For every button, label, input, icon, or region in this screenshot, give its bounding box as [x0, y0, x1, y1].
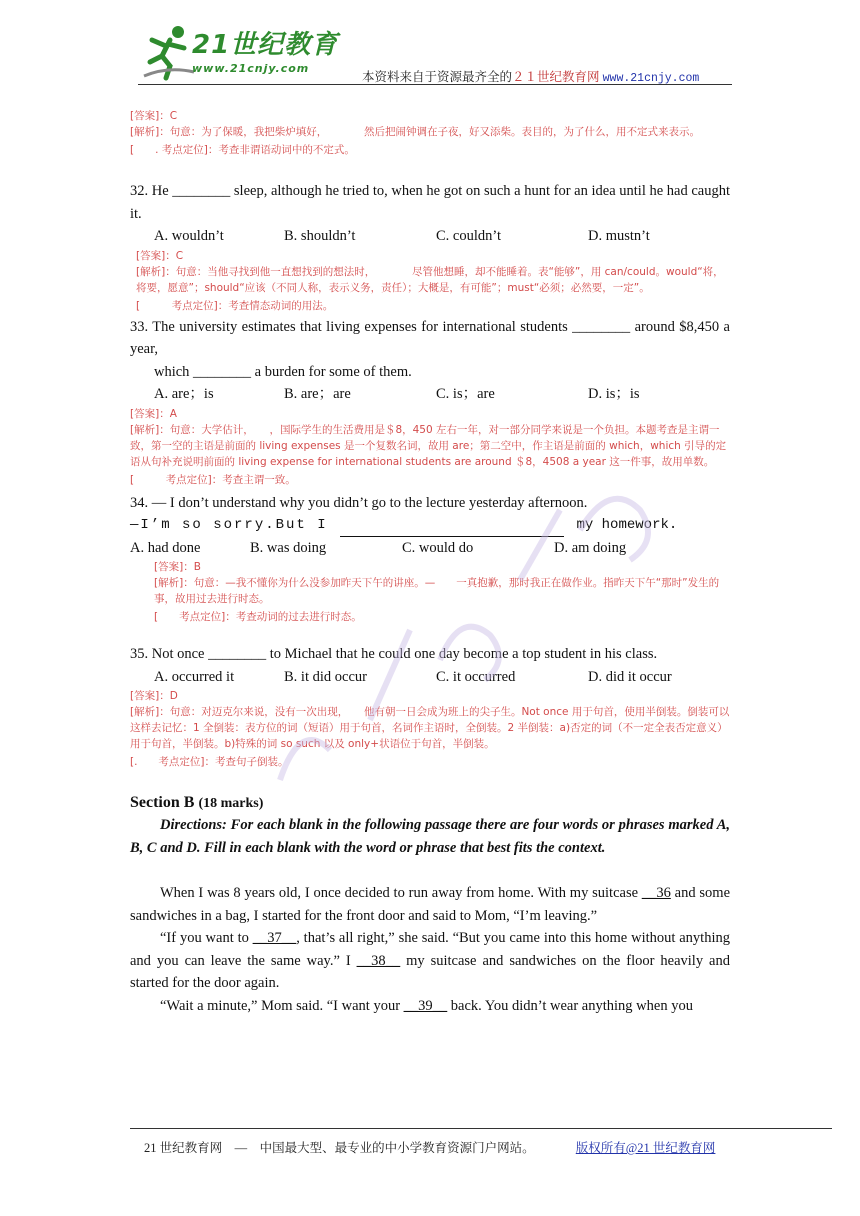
option-d: D. am doing	[554, 539, 627, 556]
logo-title: 21世纪教育	[192, 30, 339, 60]
point-line: [ 考点定位]：考查动词的过去进行时态。	[154, 611, 362, 623]
header-note	[362, 67, 699, 85]
analysis-text: [解析]：句意：—我不懂你为什么没参加昨天下午的讲座。— 一真抱歉，那时我正在做作业。指昨天下午“那时”发生的事，故用过去进行时态。	[154, 577, 720, 605]
main-content	[130, 100, 730, 1017]
answer-line: [答案]：D	[130, 690, 178, 702]
passage-text: “Wait a minute,” Mom said. “I want your	[160, 997, 404, 1014]
reply-blank	[340, 522, 564, 537]
section-title-text: Section B	[130, 794, 195, 811]
option-list	[130, 537, 730, 560]
analysis-text: [解析]：句意：当他寻找到他一直想找到的想法时， 尽管他想睡，却不能睡着。表“能够”，用 can/could。would“将，将要，愿意”；should“应该（不同人称，表示义务，责任）；大概是，有可能”；must“必须；必然要，一定”。	[136, 265, 724, 294]
section-b	[130, 794, 730, 1017]
passage-text: back. You didn’t wear anything when you	[447, 997, 693, 1014]
reply-start: —I’m so sorry.But I	[130, 517, 328, 533]
running-figure-logo-icon	[140, 22, 196, 82]
question-33	[130, 316, 730, 488]
header-note-url[interactable]: www.21cnjy.com	[602, 72, 700, 85]
blank-39[interactable]: __39__	[403, 997, 448, 1014]
passage-paragraph	[130, 927, 730, 995]
logo-url: www.21cnjy.com	[192, 62, 310, 75]
question-34	[130, 492, 730, 626]
option-c: C. is；are	[436, 386, 495, 402]
question-stem: 33. The university estimates that living expenses for international students ________ around $8,450 a year,	[130, 318, 730, 357]
header-note-prefix: 本资料来自于资源最齐全的	[362, 70, 513, 84]
option-d: D. is；is	[588, 386, 640, 402]
reply-line	[130, 514, 730, 537]
option-a: A. are；is	[154, 386, 214, 402]
question-stem: 32. He ________ sleep, although he tried to, when he got on such a hunt for an idea until he had caught it.	[130, 183, 730, 222]
section-directions: Directions: For each blank in the following passage there are four words or phrases marked A, B, C and D. Fill in each blank with the word or phrase that best fits the context.	[130, 817, 730, 856]
blank-37[interactable]: __37__	[252, 930, 297, 946]
answer-line: [答案]：B	[154, 561, 201, 573]
footer-divider	[130, 1128, 832, 1129]
option-c: C. would do	[402, 539, 474, 556]
analysis-text: [解析]：句意：大学估计， ，国际学生的生活费用是＄8，450 左右一年，对一部分同学来说是一个负担。本题考查是主谓一致，第一空的主语是前面的 living expenses 是一个复数名词，故用 are；第二空中，作主语是前面的 which，which 引导的定语从句补充说明前面的 living expense for international students are around ＄8，4508 a year 这一件事，故用单数。	[130, 423, 727, 468]
section-title	[130, 794, 730, 812]
header-note-highlight: ２１世纪教育网	[512, 70, 600, 84]
header-divider	[138, 84, 732, 85]
passage-paragraph	[130, 882, 730, 927]
option-b: B. are；are	[284, 386, 351, 402]
option-a: A. wouldn’t	[154, 228, 224, 244]
option-b: B. was doing	[250, 539, 327, 556]
answer-line: [答案]：A	[130, 407, 177, 420]
analysis-text: [解析]：句意：对迈克尔来说，没有一次出现， 他有朝一日会成为班上的尖子生。Not once 用于句首，使用半倒装。倒装可以这样去记忆：1 全倒装：表方位的词（短语）用于句首，名词作主语时，全倒装。2 半倒装：a)否定的词（不一定全表否定意义）用于句首，半倒装。b)特殊的词 so such 以及 only+状语位于句首，半倒装。	[130, 706, 730, 750]
page-footer	[144, 1138, 715, 1156]
option-c: C. it occurred	[436, 668, 516, 685]
passage-text: When I was 8 years old, I once decided to run away from home. With my suitcase	[160, 885, 642, 901]
q31-explanation	[130, 108, 730, 158]
reply-end: my homework.	[576, 517, 678, 533]
passage-text: , that’s all right,” she said. “But you came into this home without anything and you can leave the same way.” I	[130, 930, 730, 969]
section-marks: (18 marks)	[198, 796, 264, 811]
answer-line: [答案]：C	[130, 110, 178, 122]
site-logo[interactable]	[140, 22, 340, 82]
blank-36[interactable]: __36	[641, 885, 671, 901]
option-list	[130, 225, 730, 248]
option-d: D. mustn’t	[588, 228, 650, 244]
question-stem: 34. — I don’t understand why you didn’t go to the lecture yesterday afternoon.	[130, 494, 588, 511]
question-32	[130, 180, 730, 314]
answer-line: [答案]：C	[136, 249, 184, 262]
passage-text: “If you want to	[160, 930, 253, 946]
passage-text: my suitcase and sandwiches on the floor heavily and started for the door again.	[130, 952, 730, 991]
passage-text: and some sandwiches in a bag, I started for the front door and said to Mom, “I’m leaving.”	[130, 885, 731, 924]
question-stem: 35. Not once ________ to Michael that he could one day become a top student in his class.	[130, 646, 658, 662]
option-b: B. it did occur	[284, 668, 367, 685]
footer-copyright-link[interactable]: 版权所有@21 世纪教育网	[575, 1141, 716, 1155]
option-b: B. shouldn’t	[284, 228, 356, 244]
point-line: [ . 考点定位]：考查非谓语动词中的不定式。	[130, 144, 355, 156]
option-a: A. occurred it	[154, 668, 235, 685]
question-35	[130, 643, 730, 770]
analysis-text: [解析]：句意：为了保暖，我把柴炉填好， 然后把闹钟调在子夜，好又添柴。表目的，为了什么，用不定式来表示。	[130, 126, 700, 138]
point-line: [ 考点定位]：考查情态动词的用法。	[136, 299, 334, 312]
option-d: D. did it occur	[588, 668, 672, 685]
question-stem-cont: which ________ a burden for some of them.	[154, 363, 412, 380]
point-line: [. 考点定位]：考查句子倒装。	[130, 756, 289, 768]
option-list	[130, 383, 730, 406]
point-line: [ 考点定位]：考查主谓一致。	[130, 473, 296, 486]
option-c: C. couldn’t	[436, 228, 501, 244]
option-a: A. had done	[130, 539, 201, 556]
footer-text: 21 世纪教育网 — 中国最大型、最专业的中小学教育资源门户网站。	[144, 1141, 535, 1155]
blank-38[interactable]: __38__	[356, 952, 401, 969]
passage-paragraph	[130, 995, 730, 1018]
option-list	[130, 666, 730, 689]
